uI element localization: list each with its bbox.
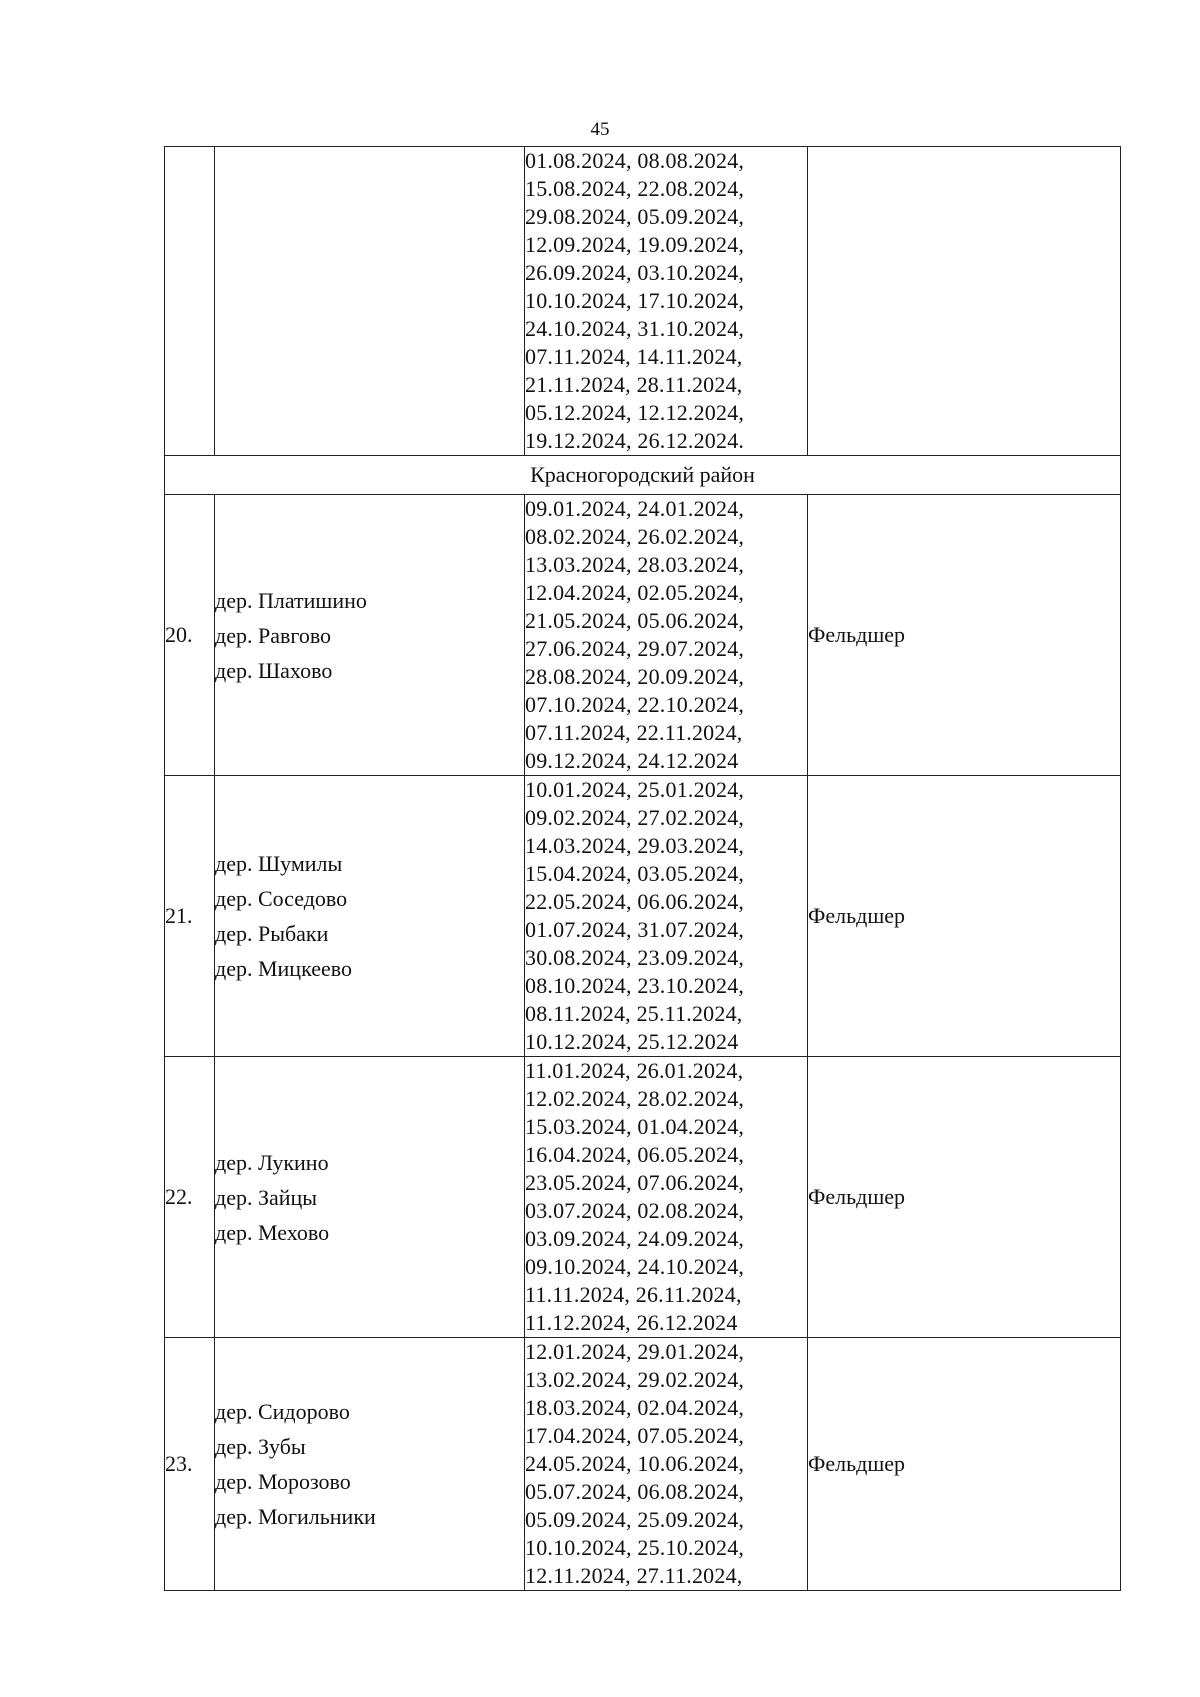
date-line: 12.02.2024, 28.02.2024, — [525, 1086, 745, 1111]
role-cell: Фельдшер — [808, 776, 1121, 1057]
table-row — [165, 495, 1121, 776]
place-name: дер. Мехово — [215, 1219, 330, 1245]
table-row-continued — [165, 147, 1121, 456]
role-cell — [808, 147, 1121, 456]
date-line: 03.09.2024, 24.09.2024, — [525, 1226, 745, 1251]
table-row — [165, 776, 1121, 1057]
date-line: 15.03.2024, 01.04.2024, — [525, 1114, 745, 1139]
role-cell: Фельдшер — [808, 1057, 1121, 1338]
places-cell — [215, 1057, 525, 1338]
date-line: 07.10.2024, 22.10.2024, — [525, 692, 745, 717]
date-line: 03.07.2024, 02.08.2024, — [525, 1198, 745, 1223]
date-line: 22.05.2024, 06.06.2024, — [525, 889, 745, 914]
date-line: 27.06.2024, 29.07.2024, — [525, 636, 745, 661]
row-number: 20. — [165, 495, 215, 776]
place-name: дер. Платишино — [215, 587, 367, 613]
date-line: 05.12.2024, 12.12.2024, — [525, 400, 745, 425]
date-line: 12.09.2024, 19.09.2024, — [525, 232, 745, 257]
row-number: 23. — [165, 1338, 215, 1591]
date-line: 10.01.2024, 25.01.2024, — [525, 777, 745, 802]
table-row — [165, 1338, 1121, 1591]
date-line: 24.10.2024, 31.10.2024, — [525, 316, 745, 341]
date-line: 15.08.2024, 22.08.2024, — [525, 176, 745, 201]
date-line: 13.02.2024, 29.02.2024, — [525, 1367, 745, 1392]
date-line: 17.04.2024, 07.05.2024, — [525, 1423, 745, 1448]
dates-cell — [525, 495, 808, 776]
dates-cell — [525, 147, 808, 456]
row-number-cell — [165, 147, 215, 456]
date-line: 10.12.2024, 25.12.2024 — [525, 1029, 739, 1054]
date-line: 05.07.2024, 06.08.2024, — [525, 1479, 745, 1504]
role-cell: Фельдшер — [808, 1338, 1121, 1591]
date-line: 08.10.2024, 23.10.2024, — [525, 973, 745, 998]
place-name: дер. Могильники — [215, 1504, 376, 1529]
place-name: дер. Соседово — [215, 886, 348, 911]
dates-cell — [525, 1057, 808, 1338]
places-cell — [215, 147, 525, 456]
places-cell — [215, 495, 525, 776]
date-line: 08.02.2024, 26.02.2024, — [525, 524, 745, 549]
date-line: 16.04.2024, 06.05.2024, — [525, 1142, 745, 1167]
schedule-table — [164, 146, 1121, 1591]
date-line: 14.03.2024, 29.03.2024, — [525, 833, 745, 858]
date-line: 24.05.2024, 10.06.2024, — [525, 1451, 745, 1476]
date-line: 11.01.2024, 26.01.2024, — [525, 1058, 744, 1083]
date-line: 30.08.2024, 23.09.2024, — [525, 945, 745, 970]
date-line: 21.05.2024, 05.06.2024, — [525, 608, 745, 633]
date-line: 28.08.2024, 20.09.2024, — [525, 664, 745, 689]
role-cell: Фельдшер — [808, 495, 1121, 776]
dates-cell — [525, 1338, 808, 1591]
date-line: 13.03.2024, 28.03.2024, — [525, 552, 745, 577]
places-cell — [215, 1338, 525, 1591]
place-name: дер. Равгово — [215, 622, 332, 648]
date-line: 08.11.2024, 25.11.2024, — [525, 1001, 743, 1026]
date-line: 15.04.2024, 03.05.2024, — [525, 861, 745, 886]
date-line: 29.08.2024, 05.09.2024, — [525, 204, 745, 229]
date-line: 01.07.2024, 31.07.2024, — [525, 917, 745, 942]
date-line: 10.10.2024, 25.10.2024, — [525, 1535, 745, 1560]
place-name: дер. Зайцы — [215, 1184, 318, 1210]
place-name: дер. Мицкеево — [215, 956, 352, 981]
place-name: дер. Рыбаки — [215, 921, 329, 946]
date-line: 12.04.2024, 02.05.2024, — [525, 580, 745, 605]
district-title: Красногородский район — [165, 456, 1121, 495]
place-name: дер. Лукино — [215, 1149, 329, 1175]
date-line: 18.03.2024, 02.04.2024, — [525, 1395, 745, 1420]
page-number: 45 — [590, 119, 610, 140]
date-line: 09.12.2024, 24.12.2024 — [525, 748, 739, 773]
date-line: 07.11.2024, 14.11.2024, — [525, 344, 743, 369]
date-line: 12.01.2024, 29.01.2024, — [525, 1339, 745, 1364]
date-line: 12.11.2024, 27.11.2024, — [525, 1563, 743, 1588]
date-line: 23.05.2024, 07.06.2024, — [525, 1170, 745, 1195]
date-line: 21.11.2024, 28.11.2024, — [525, 372, 743, 397]
place-name: дер. Морозово — [215, 1469, 351, 1494]
place-name: дер. Шумилы — [215, 851, 343, 876]
dates-cell — [525, 776, 808, 1057]
date-line: 07.11.2024, 22.11.2024, — [525, 720, 743, 745]
date-line: 09.01.2024, 24.01.2024, — [525, 496, 745, 521]
place-name: дер. Зубы — [215, 1434, 306, 1459]
date-line: 19.12.2024, 26.12.2024. — [525, 428, 745, 453]
district-header-row — [165, 456, 1121, 495]
date-line: 09.02.2024, 27.02.2024, — [525, 805, 745, 830]
place-name: дер. Сидорово — [215, 1399, 350, 1424]
table-row — [165, 1057, 1121, 1338]
date-line: 11.12.2024, 26.12.2024 — [525, 1310, 738, 1335]
date-line: 10.10.2024, 17.10.2024, — [525, 288, 745, 313]
places-cell — [215, 776, 525, 1057]
date-line: 26.09.2024, 03.10.2024, — [525, 260, 745, 285]
date-line: 11.11.2024, 26.11.2024, — [525, 1282, 742, 1307]
place-name: дер. Шахово — [215, 657, 333, 683]
row-number: 21. — [165, 776, 215, 1057]
date-line: 01.08.2024, 08.08.2024, — [525, 148, 745, 173]
row-number: 22. — [165, 1057, 215, 1338]
date-line: 09.10.2024, 24.10.2024, — [525, 1254, 745, 1279]
date-line: 05.09.2024, 25.09.2024, — [525, 1507, 745, 1532]
